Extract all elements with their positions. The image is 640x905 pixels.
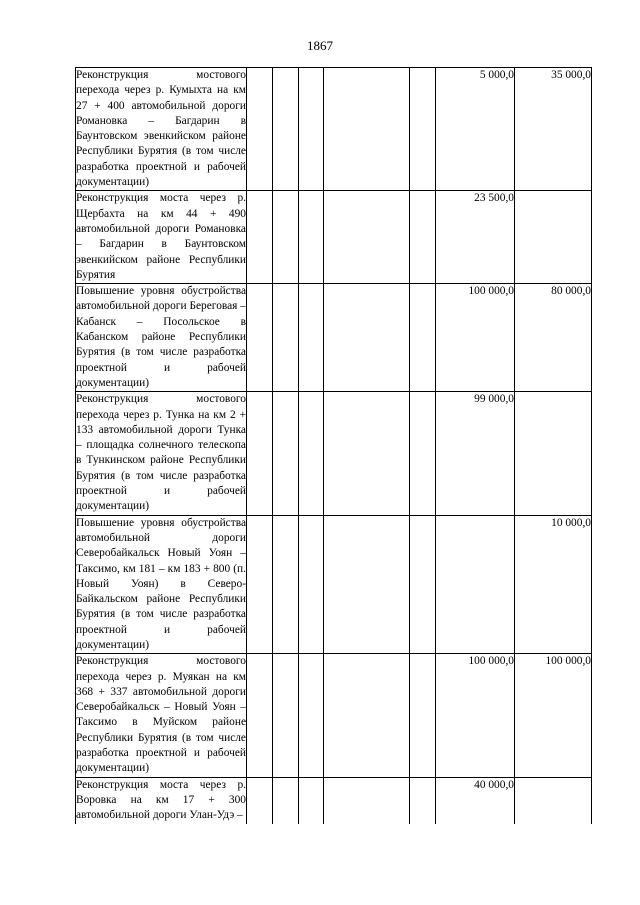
- table-row: [76, 777, 592, 824]
- empty-cell: [247, 515, 273, 654]
- table-row: [76, 191, 592, 284]
- project-description-cell: [76, 777, 247, 824]
- empty-cell: [324, 515, 410, 654]
- empty-cell: [299, 68, 324, 191]
- amount-value-2: [515, 392, 592, 515]
- amount-value-2: [515, 777, 592, 824]
- empty-cell: [410, 392, 436, 515]
- amount-value-2: 100 000,0: [515, 654, 592, 777]
- project-description: Реконструкция мостового перехода через р. Кумыхта на км 27 + 400 автомобильной дороги Романовка – Багдарин в Баунтовском эвенкийском районе Республики Бурятия (в том числе разработка проектной и рабочей документации): [76, 68, 247, 191]
- table-row: [76, 284, 592, 392]
- empty-cell: [299, 777, 324, 824]
- empty-cell: [273, 392, 299, 515]
- empty-cell: [273, 191, 299, 284]
- empty-cell: [299, 284, 324, 392]
- empty-cell: [410, 68, 436, 191]
- table-row: [76, 515, 592, 654]
- project-description: Реконструкция мостового перехода через р. Муякан на км 368 + 337 автомобильной дороги Северобайкальск – Новый Уоян – Таксимо в Муйском районе Республики Бурятия (в том числе разработка проектной и рабочей документации): [76, 654, 247, 777]
- table-row: [76, 68, 592, 191]
- empty-cell: [273, 515, 299, 654]
- amount-value-1: 100 000,0: [436, 654, 515, 777]
- project-description: Повышение уровня обустройства автомобильной дороги Береговая – Кабанск – Посольское в Кабанском районе Республики Бурятия (в том числе разработка проектной и рабочей документации): [76, 284, 247, 392]
- empty-cell: [273, 777, 299, 824]
- empty-cell: [247, 191, 273, 284]
- amount-value-1: 99 000,0: [436, 392, 515, 515]
- empty-cell: [273, 68, 299, 191]
- empty-cell: [410, 777, 436, 824]
- empty-cell: [247, 777, 273, 824]
- page-number: 1867: [307, 38, 333, 53]
- empty-cell: [273, 654, 299, 777]
- empty-cell: [299, 392, 324, 515]
- project-description: Реконструкция моста через р. Воровка на км 17 + 300 автомобильной дороги Улан-Удэ –: [76, 778, 246, 822]
- empty-cell: [324, 392, 410, 515]
- project-description: Реконструкция мостового перехода через р. Тунка на км 2 + 133 автомобильной дороги Тунка – площадка солнечного телескопа в Тункинском районе Республики Бурятия (в том числе разработка проектной и рабочей документации): [76, 392, 247, 515]
- empty-cell: [410, 654, 436, 777]
- amount-value-2: [515, 191, 592, 284]
- amount-value-1: 23 500,0: [436, 191, 515, 284]
- empty-cell: [247, 392, 273, 515]
- empty-cell: [324, 284, 410, 392]
- empty-cell: [299, 654, 324, 777]
- project-description: Реконструкция моста через р. Щербахта на км 44 + 490 автомобильной дороги Романовка – Багдарин в Баунтовском эвенкийском районе Республики Бурятия: [76, 191, 247, 284]
- empty-cell: [247, 68, 273, 191]
- empty-cell: [273, 284, 299, 392]
- amount-value-2: 10 000,0: [515, 515, 592, 654]
- project-description: Повышение уровня обустройства автомобильной дороги Северобайкальск Новый Уоян – Таксимо, км 181 – км 183 + 800 (п. Новый Уоян) в Северо-Байкальском районе Республики Бурятия (в том числе разработка проектной и рабочей документации): [76, 515, 247, 654]
- empty-cell: [324, 68, 410, 191]
- table-row: [76, 392, 592, 515]
- empty-cell: [299, 515, 324, 654]
- amount-value-2: 80 000,0: [515, 284, 592, 392]
- amount-value-2: 35 000,0: [515, 68, 592, 191]
- amount-value-1: 40 000,0: [436, 777, 515, 824]
- budget-table: [75, 67, 592, 824]
- amount-value-1: [436, 515, 515, 654]
- empty-cell: [410, 191, 436, 284]
- amount-value-1: 5 000,0: [436, 68, 515, 191]
- empty-cell: [299, 191, 324, 284]
- empty-cell: [324, 777, 410, 824]
- empty-cell: [410, 284, 436, 392]
- empty-cell: [247, 654, 273, 777]
- empty-cell: [324, 654, 410, 777]
- empty-cell: [247, 284, 273, 392]
- empty-cell: [324, 191, 410, 284]
- table-row: [76, 654, 592, 777]
- empty-cell: [410, 515, 436, 654]
- amount-value-1: 100 000,0: [436, 284, 515, 392]
